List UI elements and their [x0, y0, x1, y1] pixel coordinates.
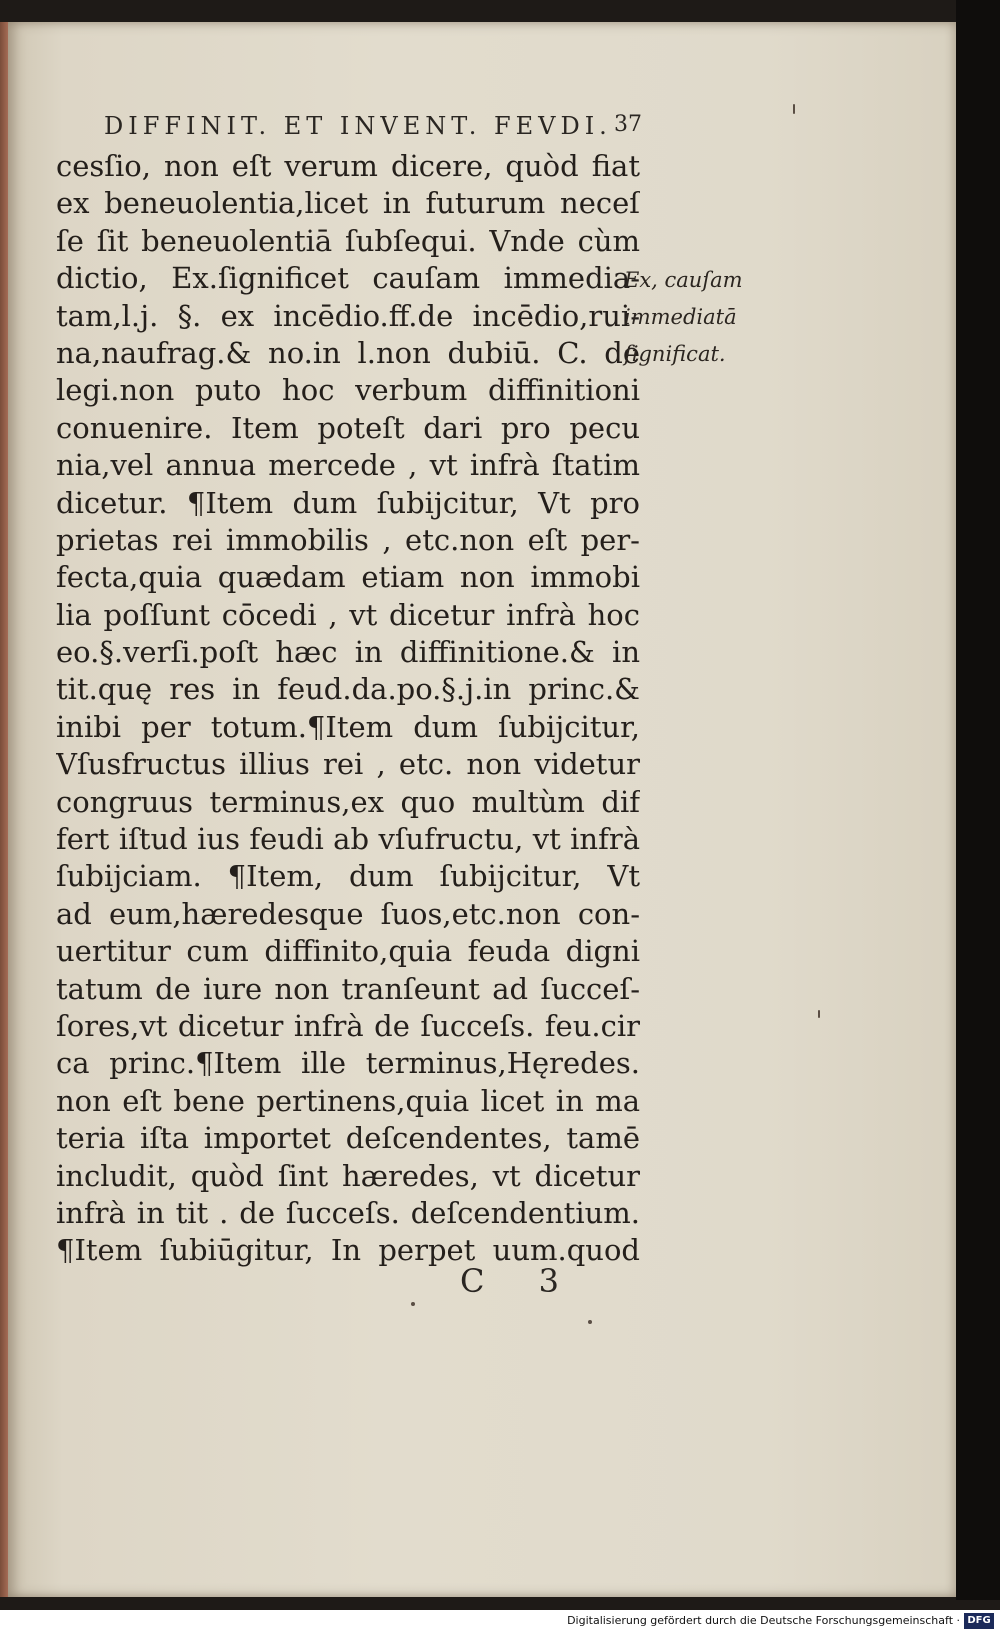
margin-note — [624, 262, 754, 373]
text-line: Vſusfructus illius rei , etc. non videtur — [56, 747, 640, 782]
text-line: tit.quę res in feud.da.po.§.j.in princ.& — [56, 672, 640, 707]
text-line: conuenire. Item poteſt dari pro pecu — [56, 410, 640, 445]
text-line: congruus terminus,ex quo multùm dif — [56, 784, 640, 819]
text-line: infrà in tit . de ſucceſs. deſcendentium. — [56, 1195, 640, 1230]
text-line: inibi per totum.¶Item dum ſubijcitur, — [56, 709, 640, 744]
margin-note-line: immediatā — [624, 305, 737, 329]
text-line: tam,l.j. §. ex incēdio.ff.de incēdio,rui- — [56, 298, 640, 333]
text-line: na,naufrag.& no.in l.non dubiū. C. de — [56, 335, 640, 370]
text-line: teria iſta importet deſcendentes, tamē — [56, 1121, 640, 1156]
background-edge — [956, 0, 1000, 1600]
binding-edge — [0, 22, 8, 1597]
text-line: ad eum,hæredesque ſuos,etc.non con- — [56, 896, 640, 931]
text-line: lia poſſunt cōcedi , vt dicetur infrà hoc — [56, 597, 640, 632]
text-line: cesſio, non eſt verum dicere, quòd fiat — [56, 149, 640, 183]
text-line: ex beneuolentia,licet in futurum neceſ — [56, 186, 640, 221]
text-line: ſubijciam. ¶Item, dum ſubijcitur, Vt — [56, 859, 640, 894]
body-text — [56, 148, 656, 1270]
text-line: legi.non puto hoc verbum diffinitioni — [56, 373, 640, 408]
text-line: tatum de iure non tranſeunt ad ſucceſ- — [56, 971, 640, 1006]
text-line: ca princ.¶Item ille terminus,Hęredes. — [56, 1046, 640, 1081]
margin-note-line: Ex, cauſam — [624, 268, 743, 292]
text-line: dictio, Ex.ſignificet cauſam immedia- — [56, 261, 640, 296]
ink-speck — [411, 1302, 415, 1306]
text-line: ¶Item ſubiūgitur, In perpet uum.quod — [56, 1233, 640, 1268]
digitization-credit: Digitalisierung gefördert durch die Deutsche Forschungsgemeinschaft · — [567, 1614, 960, 1627]
text-line: uertitur cum diffinito,quia feuda digni — [56, 934, 640, 969]
running-header — [104, 112, 644, 140]
text-line: dicetur. ¶Item dum ſubijcitur, Vt pro — [56, 485, 640, 520]
text-line: fecta,quia quædam etiam non immobi — [56, 560, 640, 595]
margin-note-line: ſignificat. — [624, 342, 726, 366]
text-line: non eſt bene pertinens,quia licet in ma — [56, 1083, 640, 1118]
ink-speck — [793, 104, 795, 114]
dfg-logo: DFG — [964, 1613, 994, 1629]
ink-speck — [588, 1320, 592, 1324]
text-line: ſores,vt dicetur infrà de ſucceſs. feu.cir — [56, 1008, 640, 1043]
ink-speck — [818, 1010, 820, 1018]
text-line: eo.§.verſi.poſt hæc in diffinitione.& in — [56, 635, 640, 670]
text-line: nia,vel annua mercede , vt infrà ſtatim — [56, 448, 640, 483]
text-line: ſe ſit beneuolentiā ſubſequi. Vnde cùm — [56, 223, 640, 258]
signature-mark: C 3 — [460, 1262, 582, 1300]
text-line: prietas rei immobilis , etc.non eſt per- — [56, 522, 640, 557]
page-number: 37 — [614, 112, 642, 137]
running-title: DIFFINIT. ET INVENT. FEVDI. — [104, 112, 612, 140]
text-line: includit, quòd ſint hæredes, vt dicetur — [56, 1158, 640, 1193]
text-line: fert iſtud ius feudi ab vſufructu, vt infrà — [56, 822, 640, 857]
